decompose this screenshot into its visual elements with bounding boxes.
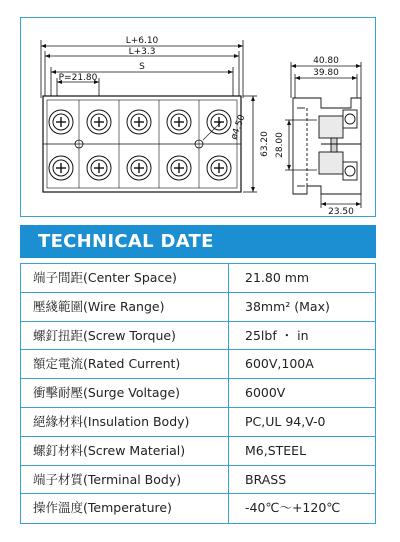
dim-s-label: S: [139, 62, 145, 72]
spec-value: 25lbf ・ in: [245, 327, 309, 343]
spec-label: 端子材質(Terminal Body): [21, 466, 229, 494]
spec-row-insulation-body: [21, 408, 375, 437]
technical-data-banner: TECHNICAL DATE: [20, 225, 376, 258]
spec-value: PC,UL 94,V-0: [245, 413, 326, 429]
dim-total-label: L+6.10: [125, 36, 159, 46]
dim-l33-label: L+3.3: [128, 47, 156, 57]
spec-label: 額定電流(Rated Current): [21, 350, 229, 378]
spec-label: 絕緣材料(Insulation Body): [21, 408, 229, 436]
dim-side-inner-label: 39.80: [313, 68, 339, 78]
spec-row-screw-torque: [21, 322, 375, 351]
dim-side-total-label: 40.80: [313, 56, 339, 66]
spec-value: 38mm² (Max): [245, 298, 330, 314]
spec-row-terminal-body: [21, 466, 375, 495]
spec-value: M6,STEEL: [245, 442, 307, 458]
spec-value: 600V,100A: [245, 356, 314, 372]
spec-label: 螺釘材料(Screw Material): [21, 437, 229, 465]
dim-height-label: 63.20: [260, 131, 270, 157]
spec-label: 壓綫範圍(Wire Range): [21, 293, 229, 321]
spec-row-rated-current: [21, 350, 375, 379]
spec-value: BRASS: [245, 471, 287, 487]
spec-value: -40℃～+120℃: [245, 500, 341, 516]
terminal-block-front: [43, 96, 241, 192]
terminal-block-side: [293, 98, 361, 194]
spec-label: 操作溫度(Temperature): [21, 494, 229, 523]
spec-row-surge-voltage: [21, 379, 375, 408]
spec-value: 6000V: [245, 385, 286, 401]
spec-value: 21.80 mm: [245, 270, 310, 285]
spec-row-temperature: [21, 494, 375, 523]
spec-table: [20, 263, 376, 524]
dim-side-height-label: 28.00: [275, 132, 285, 158]
spec-label: 端子間距(Center Space): [21, 264, 229, 292]
spec-label: 衝擊耐壓(Surge Voltage): [21, 379, 229, 407]
dim-side-base-label: 23.50: [328, 207, 354, 217]
spec-row-screw-material: [21, 437, 375, 466]
spec-label: 螺釘扭距(Screw Torque): [21, 322, 229, 350]
dim-hole-label: ø4.50: [229, 113, 248, 142]
spec-row-wire-range: [21, 293, 375, 322]
dim-pitch-label: P=21.80: [58, 73, 98, 83]
spec-row-center-space: [21, 264, 375, 293]
technical-drawing: [20, 17, 376, 217]
drawing-svg: [21, 18, 377, 218]
